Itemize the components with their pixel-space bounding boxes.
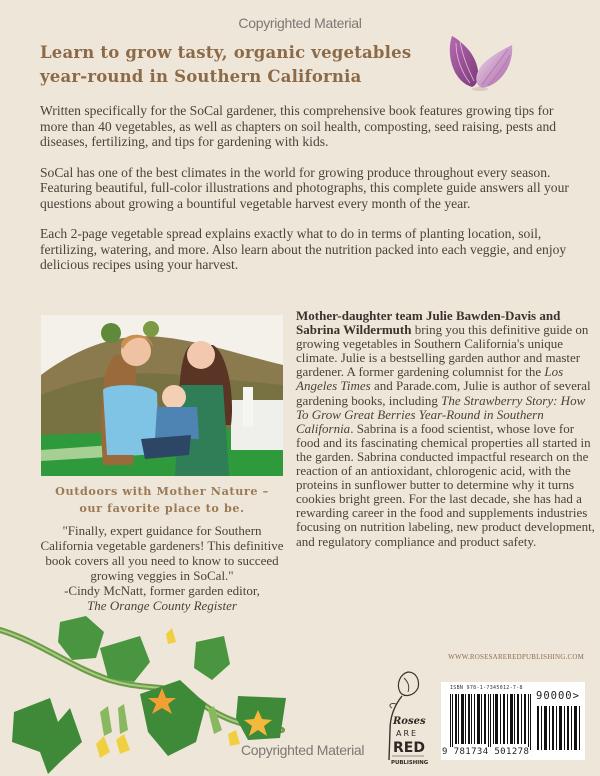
author-photo — [41, 315, 283, 476]
author-bio — [296, 309, 596, 549]
isbn-barcode — [441, 682, 585, 760]
svg-text:Roses: Roses — [393, 716, 426, 727]
intro-paragraph: Each 2-page vegetable spread explains exactly what to do in terms of planting location, soil, fertilizing, watering, and more. Also learn about the nutrition packed into each veggie, and enjoy delicious recipes using your harvest. — [40, 226, 567, 272]
bio-text: bring you this definitive guide on growing vegetables in Southern California's unique climate. Julie is a bestselling garden author and master gardener. A former gardening columnist for the — [296, 322, 589, 380]
headline-line-1: Learn to grow tasty, organic vegetables — [40, 43, 412, 62]
ean-barcode-bars-icon — [450, 694, 532, 750]
intro-text — [40, 103, 570, 288]
svg-text:PUBLISHING: PUBLISHING — [391, 760, 429, 766]
svg-text:RED: RED — [393, 740, 425, 756]
headline-line-2: year-round in Southern California — [40, 67, 362, 86]
quote-text: "Finally, expert guidance for Southern California vegetable gardeners! This definitive book covers all you need to know to succeed growing veggies in SoCal." — [40, 523, 284, 584]
bio-italic-la-times: Los Angeles Times — [296, 364, 564, 394]
watermark-bottom: Copyrighted Material — [241, 742, 365, 758]
caption-line-2: our favorite place to be. — [79, 501, 245, 515]
price-code: 90000> — [536, 690, 580, 702]
isbn-label: ISBN 978-1-7345012-7-8 — [450, 685, 523, 691]
bio-authors: Mother-daughter team Julie Bawden-Davis and Sabrina Wildermuth — [296, 308, 561, 338]
quote-publication: The Orange County Register — [87, 598, 237, 614]
photo-caption — [40, 483, 284, 517]
caption-line-1: Outdoors with Mother Nature – — [55, 484, 269, 498]
svg-text:ARE: ARE — [396, 729, 419, 738]
bio-text: and Parade.com, Julie is author of several gardening books, including — [296, 378, 591, 408]
watermark-top: Copyrighted Material — [238, 15, 362, 31]
price-addon-bars-icon — [537, 706, 581, 750]
intro-paragraph: Written specifically for the SoCal gardener, this comprehensive book features growing tips for more than 40 vegetables, as well as chapters on soil health, composting, seed raising, pests and diseases, fertilizing, and tips for gardening with kids. — [40, 103, 557, 149]
publisher-url[interactable]: WWW.ROSESAREREDPUBLISHING.COM — [448, 653, 584, 661]
bio-italic-book-title: The Strawberry Story: How To Grow Great Berries Year-Round in Southern California — [296, 392, 586, 436]
intro-paragraph: SoCal has one of the best climates in the world for growing produce throughout every season. Featuring beautiful, full-color illustrations and photographs, this complete guide answers all your questions about growing a bountiful vegetable harvest every month of the year. — [40, 164, 569, 211]
shallot-illustration-icon — [448, 33, 518, 93]
bio-text: . Sabrina is a food scientist, whose love for food and its fascinating chemical properties all started in the garden. Sabrina conducted impactful research on the reaction of an antioxidant, chlorogenic acid, with the proteins in sunflower butter to determine why it turns cookies bright green. For the last decade, she has had a rewarding career in the food and supplements industries focusing on nutrition labeling, new product development, and regulatory compliance and product safety. — [296, 420, 595, 549]
testimonial-quote — [40, 523, 284, 614]
isbn-digits: 9 781734 501278 — [442, 747, 530, 757]
roses-are-red-publishing-logo-icon — [380, 668, 430, 768]
quote-source: -Cindy McNatt, former garden editor, — [64, 583, 260, 599]
headline — [40, 41, 440, 89]
